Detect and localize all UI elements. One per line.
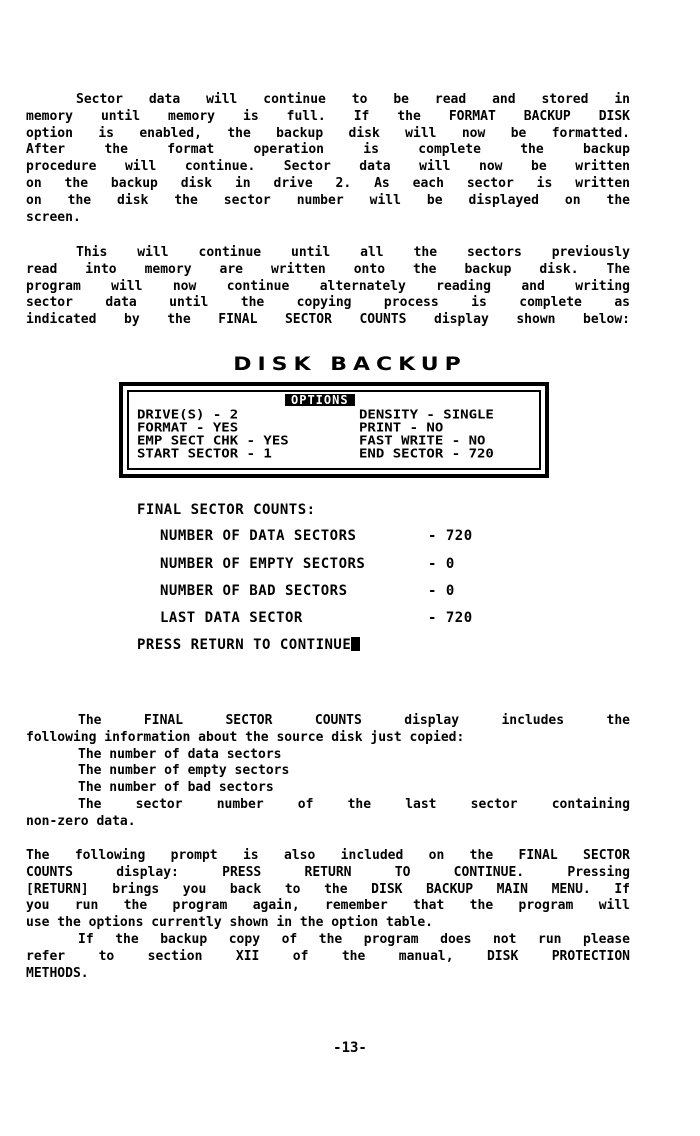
- text-line: The number of data sectors: [78, 746, 282, 762]
- text-line: COUNTS display: PRESS RETURN TO CONTINUE. Pressing: [26, 864, 630, 880]
- page-number: -13-: [333, 1040, 367, 1056]
- options-header: OPTIONS: [285, 394, 355, 406]
- screen-title: DISK BACKUP: [233, 353, 467, 376]
- option-start-sector: START SECTOR - 1: [137, 446, 272, 462]
- count-value-bad: - 0: [428, 583, 455, 599]
- count-label-empty: NUMBER OF EMPTY SECTORS: [160, 556, 366, 572]
- text-line: memory until memory is full. If the FORMAT BACKUP DISK: [26, 108, 630, 124]
- text-line: After the format operation is complete the backup: [26, 142, 630, 158]
- count-value-data: - 720: [428, 528, 473, 544]
- text-line: METHODS.: [26, 965, 89, 981]
- continue-prompt: [137, 637, 360, 653]
- text-line: Sector data will continue to be read and stored in: [76, 92, 630, 107]
- text-line: The following prompt is also included on the FINAL SECTOR: [26, 848, 630, 863]
- paragraph-prompt-info: [26, 848, 630, 982]
- text-line: procedure will continue. Sector data will now be written: [26, 159, 630, 175]
- text-line: The FINAL SECTOR COUNTS display includes the: [78, 713, 630, 728]
- text-line: screen.: [26, 209, 81, 225]
- text-line: on the disk the sector number will be displayed on the: [26, 192, 630, 208]
- option-fast-write: FAST WRITE - NO: [359, 433, 486, 449]
- text-line: non-zero data.: [26, 813, 136, 829]
- text-line: use the options currently shown in the option table.: [26, 915, 433, 931]
- text-line: you run the program again, remember that the program will: [26, 898, 630, 914]
- continue-prompt-text: PRESS RETURN TO CONTINUE: [137, 637, 352, 653]
- count-value-empty: - 0: [428, 556, 455, 572]
- text-line: following information about the source disk just copied:: [26, 729, 465, 745]
- text-line: read into memory are written onto the backup disk. The: [26, 261, 630, 277]
- text-line: The sector number of the last sector containing: [78, 796, 630, 812]
- text-line: option is enabled, the backup disk will now be formatted.: [26, 125, 630, 141]
- count-label-data: NUMBER OF DATA SECTORS: [160, 528, 357, 544]
- text-line: program will now continue alternately reading and writing: [26, 278, 630, 294]
- final-sector-counts-heading: FINAL SECTOR COUNTS:: [137, 502, 316, 518]
- text-line: If the backup copy of the program does not run please: [78, 931, 630, 947]
- text-line: on the backup disk in drive 2. As each sector is written: [26, 175, 630, 191]
- option-density: DENSITY - SINGLE: [359, 407, 494, 423]
- text-line: sector data until the copying process is complete as: [26, 295, 630, 311]
- paragraph-sector-data: [26, 92, 630, 226]
- options-box: [119, 382, 549, 478]
- text-line: The number of bad sectors: [78, 780, 274, 796]
- option-drives: DRIVE(S) - 2: [137, 407, 239, 423]
- option-print: PRINT - NO: [359, 420, 444, 436]
- option-format: FORMAT - YES: [137, 420, 239, 436]
- count-label-bad: NUMBER OF BAD SECTORS: [160, 583, 348, 599]
- count-value-last: - 720: [428, 610, 473, 626]
- count-label-last: LAST DATA SECTOR: [160, 610, 303, 626]
- text-cursor-icon: [351, 637, 360, 651]
- text-line: The number of empty sectors: [78, 763, 290, 779]
- text-line: indicated by the FINAL SECTOR COUNTS display shown below:: [26, 312, 630, 328]
- option-empty-sector-check: EMP SECT CHK - YES: [137, 433, 289, 449]
- option-end-sector: END SECTOR - 720: [359, 446, 494, 462]
- paragraph-continue: [26, 245, 630, 329]
- paragraph-final-counts: [26, 713, 630, 831]
- text-line: refer to section XII of the manual, DISK PROTECTION: [26, 948, 630, 964]
- text-line: [RETURN] brings you back to the DISK BACKUP MAIN MENU. If: [26, 881, 630, 897]
- text-line: This will continue until all the sectors previously: [76, 245, 630, 260]
